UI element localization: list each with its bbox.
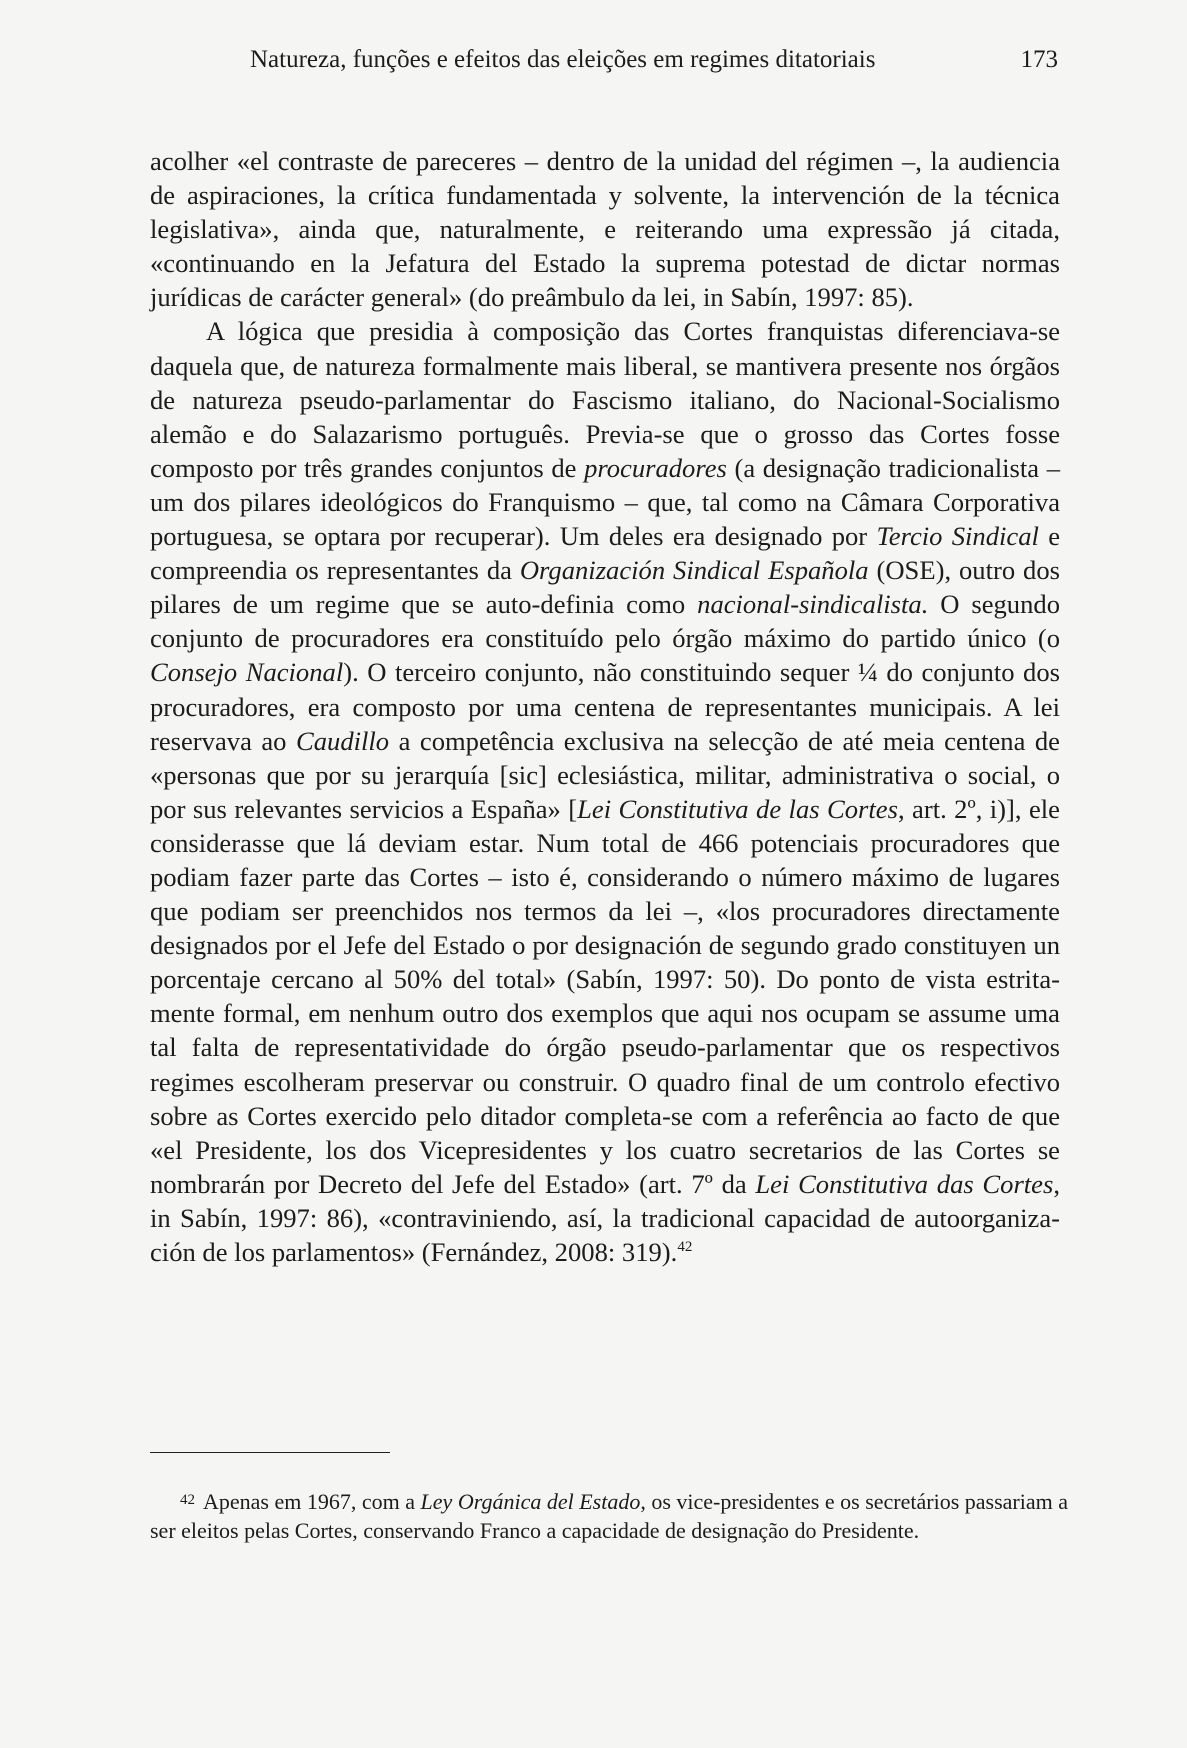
paragraph-2 (150, 314, 1060, 1269)
text-run: (OSE), outro dos pilares de um regime que se auto-definia como (150, 555, 1060, 620)
italic-text: Lei Constitutiva das Cortes (755, 1168, 1054, 1199)
italic-text: Consejo Nacional (150, 657, 344, 688)
italic-text: Ley Orgánica del Estado (420, 1489, 641, 1514)
running-head-title: Natureza, funções e efeitos das eleições em regimes ditatoriais (250, 46, 876, 73)
text-run: Apenas em 1967, com a (203, 1489, 421, 1514)
footnote-reference: 42 (677, 1239, 693, 1256)
italic-text: Lei Constitutiva de las Cortes (577, 793, 898, 824)
footnote-separator (150, 1452, 390, 1453)
italic-text: Caudillo (295, 725, 390, 756)
footnote (150, 1486, 1068, 1545)
text-run: ). O terceiro conjunto, não constituindo sequer ¼ do conjunto dos procuradores, era composto por uma centena de representantes municipais. A lei reservava ao (150, 657, 1060, 756)
footnote-number: 42 (180, 1492, 195, 1508)
text-run: acolher «el contraste de pareceres – dentro de la unidad del régimen –, la audiencia de aspiraciones, la crítica fundamentada y solvente, la intervención de la técnica legislativa», ainda que, naturalmente, e reiterando uma expressão já citada, «continuando en la Jefatura del Estado la suprema potestad de dictar normas jurídicas de carácter general» (do preâmbulo da lei, in Sabín, 1997: 85). (150, 146, 1060, 313)
main-text (150, 144, 1060, 1269)
text-run: , art. 2º, i)], ele considerasse que lá deviam estar. Num total de 466 potenciais procuradores que podiam fazer parte das Cortes – isto é, considerando o número máximo de lugares que podiam ser preenchidos nos termos da lei –, «los procuradores directamente designados por el Jefe del Estado o por designación de segundo grado constituyen un porcentaje cercano al 50% del total» (Sabín, 1997: 50). Do ponto de vista estritamente formal, em nenhum outro dos exemplos que aqui nos ocupam se assume uma tal falta de representatividade do órgão pseudo-parlamentar que os respectivos regimes escolheram preservar ou construir. O quadro final de um controlo efectivo sobre as Cortes exercido pelo ditador completa-se com a referência ao facto de que «el Presidente, los dos Vicepresidentes y los cuatro secretarios de las Cortes se nombrarán por Decreto del Jefe del Estado» (art. 7º da (150, 793, 1060, 1199)
text-run: , os vice-presidentes e os secretários passariam a ser eleitos pelas Cortes, conservando Franco a capacidade de designação do Presidente. (150, 1489, 1069, 1543)
text-run: a competência exclusiva na selecção de até meia centena de «personas que por su jerarquía [sic] eclesiástica, militar, administrativa o social, o por sus relevantes servicios a España» [ (150, 725, 1060, 824)
text-run: (a designação tradicionalista – um dos pilares ideológicos do Franquismo – que, tal como na Câmara Corporativa portuguesa, se optara por recuperar). Um deles era designado por (150, 452, 1060, 552)
text-run: O segundo conjunto de procuradores era constituído pelo órgão máximo do partido único (o (150, 589, 1060, 654)
page-number: 173 (1020, 46, 1058, 73)
italic-text: procuradores (584, 452, 727, 483)
text-run: e compreendia os representantes da (150, 521, 1061, 586)
italic-text: Organización Sindical Española (519, 555, 869, 586)
text-run: A lógica que presidia à composição das Cortes franquistas diferenciava-se daquela que, de natureza formalmente mais liberal, se mantivera presente nos órgãos de natureza pseudo-parlamentar do Fascismo italiano, do Nacional-Socialismo alemão e do Salazarismo português. Previa-se que o grosso das Cortes fosse composto por três grandes conjuntos de (150, 316, 1060, 483)
italic-text: Tercio Sindical (876, 521, 1039, 552)
italic-text: nacional-sindicalista. (697, 589, 929, 620)
text-run: , in Sabín, 1997: 86), «contraviniendo, así, la tradicional capacidad de autoorganización de los parlamentos» (Fernández, 2008: 319). (150, 1168, 1060, 1267)
paragraph-1 (150, 144, 1060, 314)
footnote-42 (150, 1486, 1068, 1545)
running-head (250, 46, 1058, 74)
